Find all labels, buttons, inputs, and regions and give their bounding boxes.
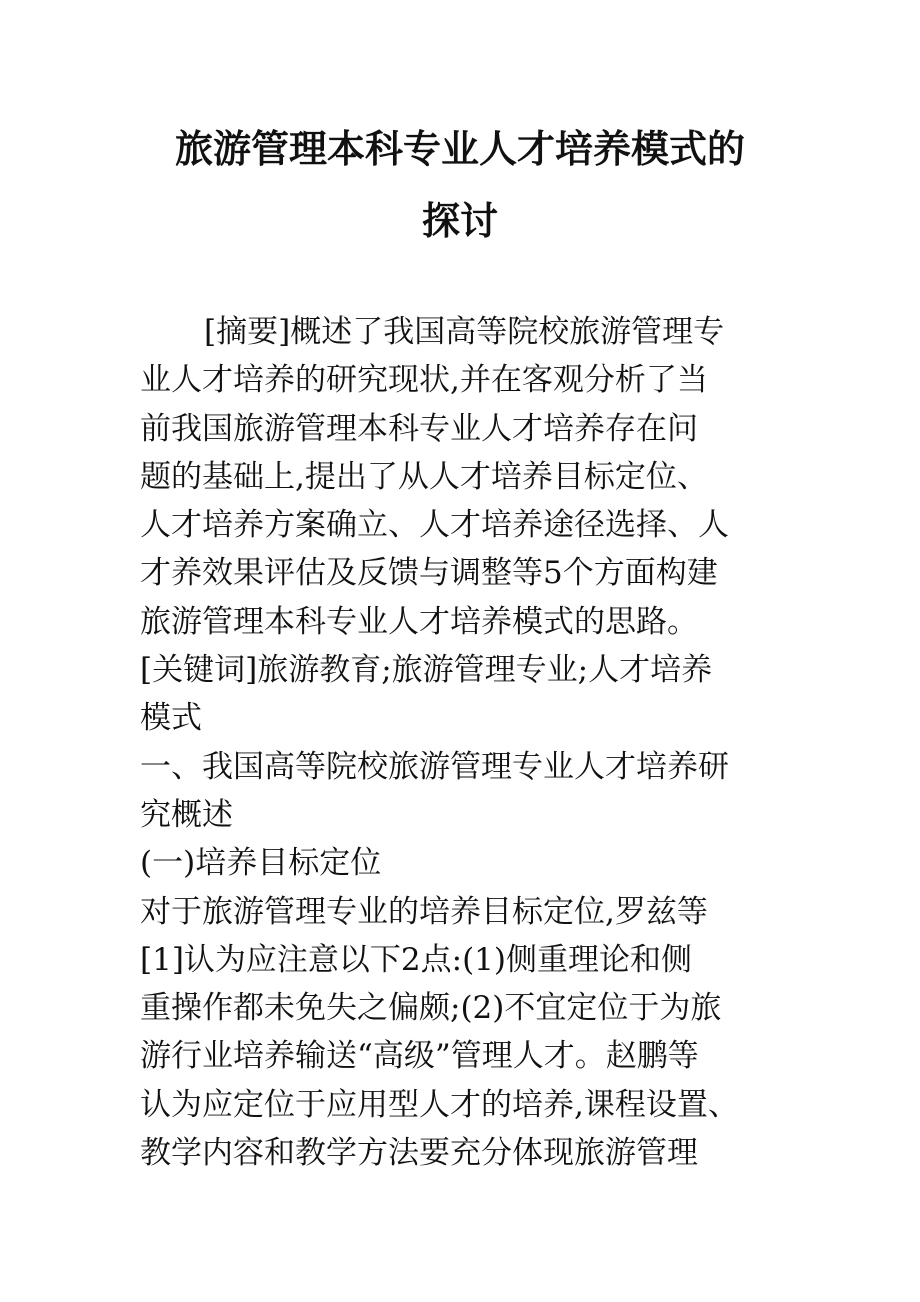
- document-body: [140, 308, 800, 1177]
- document-title-line-1: 旅游管理本科专业人才培养模式的: [174, 126, 745, 171]
- keywords-line: 模式: [140, 700, 202, 737]
- paragraph-line: 对于旅游管理专业的培养目标定位,罗兹等: [140, 893, 708, 930]
- abstract-line: [摘要]概述了我国高等院校旅游管理专: [204, 314, 725, 350]
- paragraph-line: 教学内容和教学方法要充分体现旅游管理: [140, 1135, 698, 1172]
- abstract-line: 业人才培养的研究现状,并在客观分析了当: [140, 362, 708, 399]
- paragraph-line: [1]认为应注意以下2点:(1)侧重理论和侧: [140, 941, 692, 978]
- abstract-line: 才养效果评估及反馈与调整等5个方面构建: [140, 555, 718, 592]
- section-heading-line: 究概述: [140, 796, 233, 833]
- section-heading-line: 一、我国高等院校旅游管理专业人才培养研: [140, 748, 729, 785]
- abstract-line: 旅游管理本科专业人才培养模式的思路。: [140, 603, 698, 640]
- abstract-line: 题的基础上,提出了从人才培养目标定位、: [140, 458, 708, 495]
- subsection-heading: (一)培养目标定位: [140, 845, 382, 882]
- paragraph-line: 重操作都未免失之偏颇;(2)不宜定位于为旅: [140, 990, 722, 1027]
- paragraph-line: 游行业培养输送“高级”管理人才。赵鹏等: [140, 1038, 699, 1075]
- keywords-line: [关键词]旅游教育;旅游管理专业;人才培养: [140, 652, 713, 689]
- paragraph-line: 认为应定位于应用型人才的培养,课程设置、: [140, 1086, 739, 1123]
- abstract-line: 人才培养方案确立、人才培养途径选择、人: [140, 507, 729, 544]
- document-title-line-2: 探讨: [421, 198, 498, 243]
- abstract-line: 前我国旅游管理本科专业人才培养存在问: [140, 410, 698, 447]
